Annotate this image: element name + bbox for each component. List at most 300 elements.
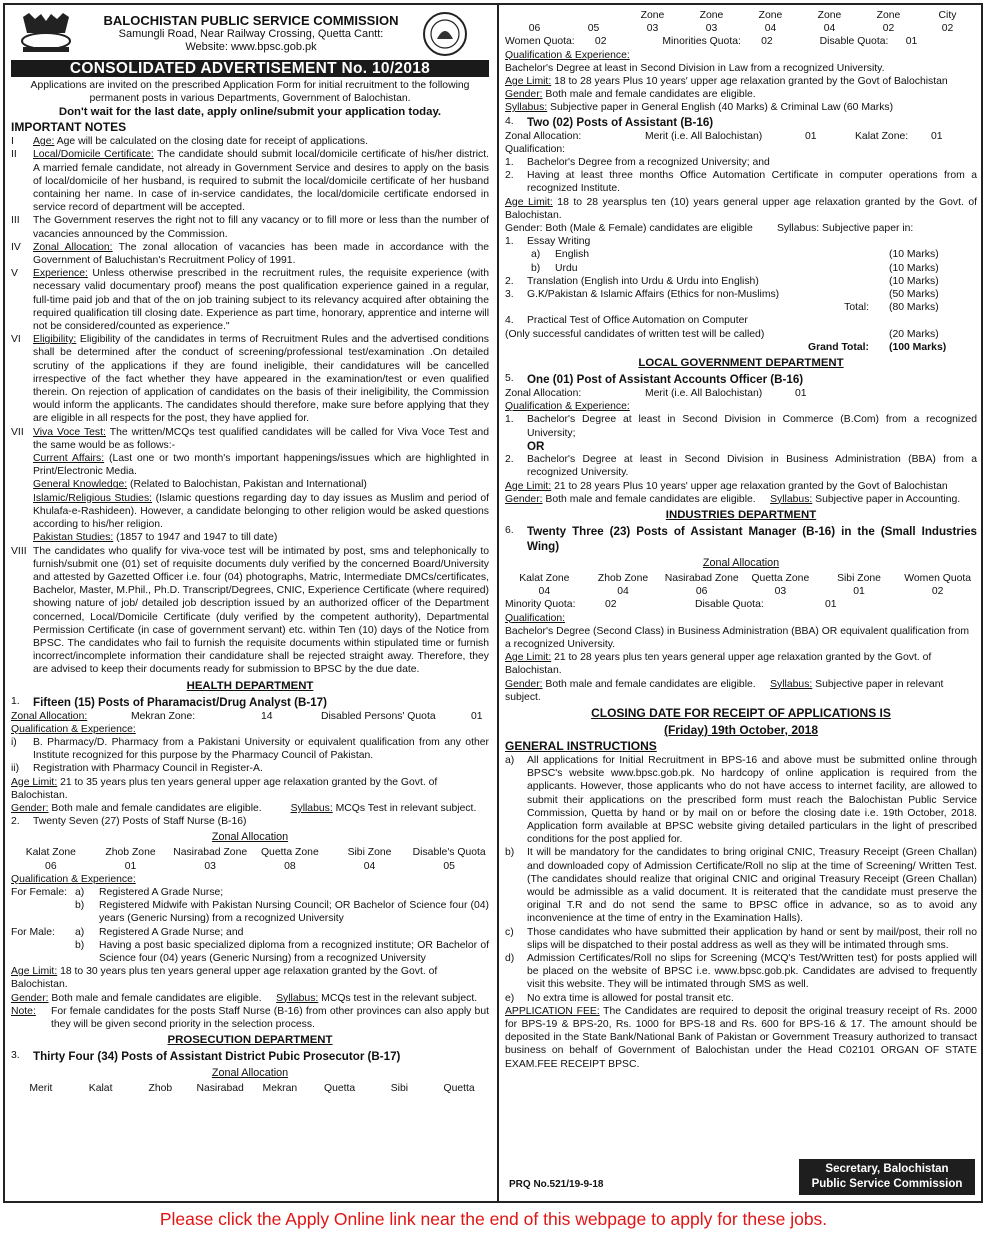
label: Syllabus:	[770, 493, 813, 505]
zone-count: 04	[617, 586, 629, 598]
zone-name: Sibi Zone	[347, 847, 392, 859]
label: Age Limit:	[11, 966, 58, 978]
zone-name: Disable's Quota	[412, 847, 486, 859]
instruction-item	[505, 926, 977, 952]
zone-count: 03	[705, 23, 718, 35]
zone-value-row	[11, 860, 489, 873]
age-limit	[11, 776, 489, 802]
zone-name	[505, 9, 564, 22]
value: 01	[805, 130, 817, 142]
zone-name: Kalat Zone	[25, 847, 76, 859]
zone-count: 04	[363, 860, 376, 872]
note-text	[33, 135, 489, 148]
qualification-label: Qualification & Experience:	[11, 873, 136, 885]
qualification-label: Qualification & Experience:	[505, 49, 630, 61]
item-number: 1.	[505, 236, 514, 248]
marks: (100 Marks)	[889, 341, 947, 353]
viva-body: (Last one or two month's important happenings/issues which are highlighted in Print/Electronic Media.	[33, 453, 490, 478]
label: For Female:	[11, 886, 68, 898]
age-limit	[505, 75, 977, 88]
note-number: II	[11, 149, 17, 161]
instruction-item	[505, 992, 977, 1005]
item-number: 2.	[505, 454, 514, 466]
note-text: The candidates who qualify for viva-voce test will be intimated by post, sms and telephonically to furnish/submit one (01) set of requisite documents duly verified by the concerned Board/University and attested by Gazetted Officer i.e. four (04) photographs, Matric, Intermediate DMCs/certificates, Bachelor, Master, M.Phil., Ph.D. Transcript/Degrees, CNIC, Experience Certificate (where required) showing nature of job/ detailed job description issued by an authorized officer of the Department concerned, Local/Domicile Certificate (duly verified by the competent authority), Departmental Permission Certificate (in case of government servant) etc. within Ten (10) days of the Notice from BPSC. The candidates who fail to furnish the requisite documents within stipulated time or furnish incorrect/incomplete information their candidature shall be rejected straight away. Therefore, they are advised to keep their documents ready for submission to BPSC by the due date.	[33, 545, 489, 676]
note-number: IV	[11, 241, 21, 253]
viva-item	[33, 531, 489, 544]
zone-name: Nasirabad Zone	[664, 572, 739, 584]
zone-count: 06	[45, 860, 57, 872]
post-title: Fifteen (15) Posts of Pharamacist/Drug Analyst (B-17)	[33, 695, 327, 709]
label: Zonal Allocation:	[505, 130, 582, 142]
item-text: Essay Writing	[527, 236, 591, 248]
item-number: i)	[11, 736, 17, 748]
post-title: Twenty Three (23) Posts of Assistant Manager (B-16) in the (Small Industries Wing)	[527, 524, 977, 553]
syllabus-subitem	[505, 262, 977, 275]
label: Minority Quota:	[505, 599, 576, 611]
label: Merit (i.e. All Balochistan)	[645, 130, 763, 142]
note-item	[11, 545, 489, 677]
value: 18 to 28 yearsplus ten (10) years general upper age relaxation granted by the Govt. of Balochistan.	[505, 196, 977, 221]
grand-total	[505, 341, 977, 354]
zone-name: Nasirabad Zone	[173, 847, 248, 859]
application-fee	[505, 1005, 977, 1071]
label: Zonal Allocation:	[11, 710, 88, 722]
note-heading: Local/Domicile Certificate:	[33, 149, 154, 161]
note-number: I	[11, 136, 14, 148]
item-text: G.K/Pakistan & Islamic Affairs (Ethics for non-Muslims)	[527, 289, 780, 301]
label: Age Limit:	[11, 776, 58, 788]
zone-count: 06	[695, 586, 708, 598]
note-heading: Zonal Allocation:	[33, 241, 113, 253]
health-department-title: HEALTH DEPARTMENT	[186, 679, 314, 692]
gender-syllabus	[505, 222, 977, 235]
important-notes-list	[11, 135, 489, 452]
note-body: The candidate should submit local/domicile certificate of his/her district. A married female candidate, not already in Government Service and desires to apply on the basis of local/domicile of her husband, is required to submit the local/domicile certificate of her husband containing her name. In case of in-service candidates, the local/domicile certificate endorsed in service record of department will be accepted.	[33, 149, 489, 214]
value: Both male and female candidates are eligible.	[48, 802, 262, 814]
item-text: Admission Certificates/Roll no slips for Screening (MCQ's Test/Written test) for posts applied will be placed on the website of BPSC i.e. www.bpsc.gob.pk. Candidates are advised to frequently visit this website. They will be intimated through SMS as well.	[527, 952, 977, 991]
item-number: 1.	[505, 414, 514, 426]
zonal-allocation-title: Zonal Allocation	[702, 556, 780, 569]
note-number: VIII	[11, 545, 27, 557]
left-column	[5, 5, 495, 1201]
viva-item	[33, 492, 489, 532]
note-text	[33, 214, 489, 240]
zone-count: 01	[124, 860, 137, 872]
marks: (50 Marks)	[889, 289, 939, 301]
viva-heading: General Knowledge:	[33, 479, 128, 491]
item-number: b)	[531, 262, 541, 274]
zone-head-row	[11, 846, 489, 859]
qualification-text: Bachelor's Degree at least in Second Division in Law from a recognized University.	[505, 62, 885, 74]
header	[11, 9, 489, 57]
prosecution-department-title: PROSECUTION DEPARTMENT	[167, 1034, 333, 1047]
value: 01	[795, 388, 807, 400]
item-number: e)	[505, 992, 515, 1004]
org-website: Website: www.bpsc.gob.pk	[185, 41, 317, 53]
label: Gender:	[505, 678, 543, 690]
zonal-allocation-title: Zonal Allocation	[211, 1067, 289, 1080]
org-block	[91, 13, 411, 54]
age-limit	[11, 965, 489, 991]
item-text: (Only successful candidates of written test will be called)	[505, 328, 765, 340]
org-address: Samungli Road, Near Railway Crossing, Quetta Cantt:	[118, 28, 384, 40]
post-heading	[505, 115, 977, 130]
item-text: Practical Test of Office Automation on Computer	[527, 315, 748, 327]
zone-count: 04	[764, 23, 777, 35]
zone-name	[564, 9, 623, 22]
value: 14	[261, 710, 273, 722]
label: Disable Quota:	[819, 36, 889, 48]
note-number: V	[11, 268, 18, 280]
zone-name: Zone	[699, 10, 724, 21]
zone-name: Zhob Zone	[597, 572, 649, 584]
qualification-text: Bachelor's Degree (Second Class) in Business Administration (BBA) OR equivalent qualification from a recognized University.	[505, 625, 970, 650]
viva-voce-list	[11, 452, 489, 544]
item-number: b)	[505, 847, 515, 859]
syllabus	[505, 101, 977, 114]
viva-item	[33, 478, 489, 491]
post-heading	[505, 524, 977, 554]
viva-body: (Related to Balochistan, Pakistan and International)	[127, 479, 367, 491]
label: Age Limit:	[505, 76, 552, 88]
label: Gender:	[11, 802, 49, 814]
quota-row	[505, 598, 977, 611]
signature-line-2: Public Service Commission	[811, 1178, 963, 1190]
value: Both male and female candidates are eligible.	[48, 992, 262, 1004]
note-heading: Experience:	[33, 268, 88, 280]
note-item	[11, 333, 489, 425]
item-text: Registration with Pharmacy Council in Register-A.	[33, 763, 263, 775]
note-number: VI	[11, 334, 21, 346]
label: Gender:	[505, 493, 543, 505]
item-number: 1.	[505, 157, 514, 169]
note-body: Eligibility of the candidates in terms of Recruitment Rules and the advertised conditions shall be determined after the conduct of screening/professional test/examination .On detailed scrutiny of the applications if they are found ineligible, their candidatures will be cancelled irrespective of the fact whether they have appeared in the examination/test or even qualified therein. On rejection of application of candidates on the basis of their ineligibility, the Commission would inform the applicants. The candidates should therefore, make sure before applying that they are eligible in all respects for the post, they have applied for.	[33, 334, 489, 425]
note-text	[33, 241, 489, 267]
value: Both male and female candidates are eligible.	[542, 678, 756, 690]
qualification-label: Qualification & Experience:	[505, 401, 630, 413]
intro-line-2: permanent posts in various Departments, Government of Balochistan.	[89, 93, 411, 105]
label: APPLICATION FEE:	[505, 1005, 600, 1017]
post-title: Thirty Four (34) Posts of Assistant District Pubic Prosecutor (B-17)	[33, 1050, 401, 1064]
viva-item	[33, 452, 489, 478]
label: Gender:	[11, 992, 49, 1004]
instruction-item	[505, 846, 977, 925]
value: 02	[761, 36, 773, 48]
note-body: Unless otherwise prescribed in the recruitment rules, the requisite experience (with necessary valid documentary proof) means the post qualification experience gained in a regular, full-time paid job and that of the on job training subject to its relevancy acquired after obtaining the required qualification till closing date. Experience as part time, honorary, apprentice and interne will not be considered/counted as experience."	[33, 268, 489, 333]
value: For female candidates for the posts Staff Nurse (B-16) from other provinces can also apply but they will be given second priority in the selection process.	[51, 1005, 489, 1030]
item-text: No extra time is allowed for postal transit etc.	[527, 992, 734, 1004]
value: Subjective paper in relevant subject.	[505, 678, 944, 703]
qualification-item	[505, 156, 977, 169]
spacer	[11, 899, 75, 925]
syllabus-item	[505, 314, 977, 327]
label: Total:	[844, 302, 869, 314]
disable-quota	[820, 35, 977, 48]
item-text: B. Pharmacy/D. Pharmacy from a Pakistani University or equivalent qualification from any other Institute recognized for this purpose by the Pharmacy Council of Pakistan.	[33, 736, 489, 762]
zone-name: Zone	[817, 10, 842, 21]
value: 01	[825, 599, 837, 611]
instruction-item	[505, 952, 977, 992]
note-number: VII	[11, 426, 24, 438]
zone-name: Mekran	[262, 1083, 298, 1095]
zonal-row	[11, 710, 489, 723]
zone-name: Zhob Zone	[105, 847, 156, 859]
item-number: c)	[505, 926, 514, 938]
label: Mekran Zone:	[131, 710, 196, 722]
note-heading: Age:	[33, 136, 55, 148]
item-text: Registered A Grade Nurse; and	[99, 926, 244, 938]
note-item	[11, 135, 489, 148]
value: MCQs Test in relevant subject.	[332, 802, 477, 814]
syllabus-item	[505, 235, 977, 248]
value: The Candidates are required to deposit the original treasury receipt of Rs. 2000 for BPS-19 & BPS-20, Rs. 1000 for BPS-18 and Rs. 600 for BPS-16 & 17. The amount should be deposited in the State Bank/National Bank of Pakistan or Government Treasury authorized to transact business on behalf of Government of Balochistan under the Head C02101 ORGAN OF STATE EXAM.FEE RECEIPT BPSC.	[505, 1005, 977, 1070]
org-name: BALOCHISTAN PUBLIC SERVICE COMMISSION	[103, 13, 399, 28]
zone-name: Nasirabad	[196, 1083, 244, 1095]
marks: (10 Marks)	[889, 262, 939, 274]
item-number: a)	[75, 926, 85, 938]
label: Syllabus:	[276, 992, 319, 1004]
post-number: 1.	[11, 695, 20, 707]
general-instructions-list	[505, 754, 977, 1005]
signature-box	[799, 1159, 975, 1195]
item-text: Translation (English into Urdu & Urdu into English)	[527, 275, 759, 287]
viva-body: (Islamic questions regarding day to day issues as Muslim and period of Khulafa-e-Rashideen). However, a candidate belonging to other religion would be asked questions according to his/her religion.	[33, 492, 490, 531]
label: Note:	[11, 1005, 36, 1017]
female-qual-b	[11, 899, 489, 925]
zone-name: Zhob	[148, 1083, 173, 1095]
item-text: Registered A Grade Nurse;	[99, 886, 224, 898]
note-item	[11, 148, 489, 214]
post-heading	[505, 372, 977, 387]
item-number: ii)	[11, 763, 20, 775]
age-limit	[505, 651, 977, 677]
note-item	[11, 267, 489, 333]
closing-date: (Friday) 19th October, 2018	[663, 722, 819, 737]
qualification-item	[505, 413, 977, 439]
marks: (20 Marks)	[889, 328, 939, 340]
zone-count: 02	[941, 23, 954, 35]
balochistan-seal-icon	[421, 11, 469, 57]
item-text: Those candidates who have submitted their application by hand or sent by mail/post, their roll no slips will be dispatched to their postal address as well as they will be intimated through sms.	[527, 926, 977, 951]
post-title: One (01) Post of Assistant Accounts Officer (B-16)	[527, 373, 804, 387]
item-number: 3.	[505, 289, 514, 301]
label: Syllabus:	[290, 802, 333, 814]
zone-value-row	[505, 585, 977, 598]
syllabus: Syllabus: Subjective paper in:	[777, 223, 914, 235]
zone-name: Quetta Zone	[260, 847, 319, 859]
quota-row	[505, 35, 977, 48]
zone-count: 02	[931, 586, 944, 598]
item-text: English	[555, 249, 590, 261]
syllabus-note	[505, 328, 977, 341]
qualification-item	[505, 453, 977, 479]
zone-name: Quetta	[324, 1083, 356, 1095]
zonal-row	[505, 387, 977, 400]
advertisement-page	[3, 3, 983, 1203]
label: Age Limit:	[505, 480, 552, 492]
qualification-item	[11, 736, 489, 762]
value: Subjective paper in General English (40 Marks) & Criminal Law (60 Marks)	[547, 102, 894, 114]
post-heading	[11, 815, 489, 828]
label: Women Quota:	[505, 36, 575, 48]
qualification-item	[505, 169, 977, 195]
note-item	[11, 241, 489, 267]
intro-line-1: Applications are invited on the prescribed Application Form for initial recruitment to the following	[30, 80, 470, 92]
zone-count: 05	[587, 23, 600, 35]
value: 21 to 35 years plus ten years general upper age relaxation granted by the Govt. of Balochistan.	[11, 776, 438, 801]
zone-name: Quetta Zone	[751, 572, 810, 584]
minorities-quota	[662, 35, 819, 48]
signature-line-1: Secretary, Balochistan	[825, 1163, 949, 1175]
item-text: Urdu	[555, 262, 578, 274]
value: Both male and female candidates are eligible.	[542, 89, 756, 101]
value: 01	[471, 710, 483, 722]
syllabus-subitem	[505, 248, 977, 261]
marks: (80 Marks)	[889, 302, 939, 314]
label: Kalat Zone:	[855, 130, 909, 142]
right-column	[497, 5, 981, 1201]
note	[11, 1005, 489, 1031]
item-text: Bachelor's Degree at least in Second Division in Commerce (B.Com) from a recognized University;	[527, 414, 977, 439]
female-qual-a	[11, 886, 489, 899]
label: Syllabus:	[505, 102, 548, 114]
item-number: b)	[75, 939, 85, 951]
zone-value-row	[505, 22, 977, 35]
qualification-item	[11, 762, 489, 775]
note-item	[11, 426, 489, 452]
item-number: b)	[75, 900, 85, 912]
viva-body: (1857 to 1947 and 1947 to till date)	[113, 532, 278, 544]
value: 02	[594, 36, 607, 48]
value: 18 to 30 years plus ten years general upper age relaxation granted by the Govt. of Balochistan.	[11, 966, 438, 991]
label: Zonal Allocation:	[505, 388, 582, 400]
value: 21 to 28 years plus ten years general upper age relaxation granted by the Govt. of Balochistan.	[505, 652, 932, 677]
label: Age Limit:	[505, 196, 553, 208]
post-number: 4.	[505, 115, 514, 127]
zone-name: Kalat	[88, 1083, 113, 1095]
gender-syllabus	[11, 992, 489, 1005]
note-item	[11, 214, 489, 240]
post-number: 5.	[505, 373, 514, 385]
label: Grand Total:	[808, 341, 869, 353]
note-body: The zonal allocation of vacancies has been made in accordance with the Government of Baluchistan's Recruitment Policy of 1991.	[33, 241, 490, 267]
item-number: d)	[505, 952, 515, 964]
instruction-item	[505, 754, 977, 846]
value: Subjective paper in Accounting.	[812, 493, 961, 505]
post-number: 2.	[11, 816, 20, 828]
note-body: The written/MCQs test qualified candidates will be called for Viva Voce Test and the same would be as follows:-	[33, 426, 489, 451]
note-heading: Eligibility:	[33, 334, 77, 346]
item-number: 4.	[505, 315, 514, 327]
value: 21 to 28 years Plus 10 years' upper age relaxation granted by the Govt of Balochistan	[551, 480, 948, 492]
label: Disabled Persons' Quota	[321, 710, 436, 722]
note-heading: Viva Voce Test:	[33, 426, 106, 438]
male-qual-a	[11, 926, 489, 939]
zone-name: Zone	[758, 10, 783, 21]
post-title: Twenty Seven (27) Posts of Staff Nurse (B-16)	[33, 816, 247, 828]
value: 01	[905, 36, 918, 48]
bpsc-logo	[15, 11, 77, 55]
important-notes-title: IMPORTANT NOTES	[11, 120, 127, 135]
item-number: 2.	[505, 275, 514, 287]
note-text	[33, 426, 489, 452]
zone-name: City	[938, 10, 957, 21]
label: Disable Quota:	[695, 599, 764, 611]
value: MCQs test in the relevant subject.	[318, 992, 478, 1004]
note-text	[33, 267, 489, 333]
gender-syllabus	[505, 678, 977, 704]
zone-name: Zone	[876, 10, 901, 21]
zone-head-row	[505, 572, 977, 585]
item-text: Registered Midwife with Pakistan Nursing Council; OR Bachelor of Science four (04) years (Generic Nursing) from a recognized University	[99, 900, 489, 925]
dont-wait-notice: Don't wait for the last date, apply online/submit your application today.	[58, 106, 442, 119]
label: Syllabus:	[770, 678, 813, 690]
item-text: Bachelor's Degree from a recognized University; and	[527, 157, 770, 169]
zone-name: Merit	[29, 1083, 53, 1095]
syllabus-item	[505, 275, 977, 288]
advertisement-banner: CONSOLIDATED ADVERTISEMENT No. 10/2018	[11, 60, 489, 77]
qualification-label: Qualification & Experience:	[11, 723, 136, 735]
zonal-allocation-title: Zonal Allocation	[211, 831, 289, 844]
label: Minorities Quota:	[662, 36, 741, 48]
item-text: It will be mandatory for the candidates to bring original CNIC, Treasury Receipt (Green Challan) and downloaded copy of Admission Certificate/Roll no slip at the time of Screening/ Written Test. (The candidates should realize that original CNIC and original Treasury Receipt (Green Challan) would be admissible as a valid document. It is reiterated that the candidate must preserve the original T.R and do not send the same to BPSC office in advance, so as to avoid any inconvenience at the time of entry in the Examination Halls).	[527, 847, 977, 925]
marks: (10 Marks)	[889, 275, 939, 287]
label: Gender:	[505, 89, 543, 101]
zone-head-row	[11, 1082, 489, 1095]
item-text: All applications for Initial Recruitment in BPS-16 and above must be submitted online through BPSC's website www.bpsc.gob.pk. No hardcopy of online application is required from the applicants. However, those applicants who do not have access to internet facility, are allowed to submit their applications on the prescribed form must reach the Balochistan Public Service Commission, Quetta by hand or by mail on or before the closing date i.e. 19th October, 2018. Application form available at BPSC website giving detailed particulars in the light of prescribed conditions for the post applied for.	[527, 754, 977, 846]
value: 18 to 28 years Plus 10 years' upper age relaxation granted by the Govt of Balochistan	[551, 76, 948, 88]
age-limit	[505, 480, 977, 493]
apply-online-notice: Please click the Apply Online link near the end of this webpage to apply for these jobs.	[159, 1209, 828, 1229]
zone-name: Zone	[640, 10, 665, 21]
zone-count: 02	[882, 23, 895, 35]
zone-count: 06	[528, 23, 541, 35]
zone-count: 04	[538, 586, 551, 598]
zone-count: 03	[774, 586, 787, 598]
age-limit	[505, 196, 977, 222]
syllabus-item	[505, 288, 977, 301]
item-text: Bachelor's Degree at least in Second Division in Business Administration (BBA) from a recognized University.	[527, 454, 977, 479]
zone-count: 03	[646, 23, 659, 35]
post-heading	[11, 695, 489, 710]
spacer	[11, 939, 75, 965]
post-number: 3.	[11, 1050, 20, 1062]
value: 02	[605, 599, 617, 611]
qualification-label: Qualification:	[505, 143, 566, 155]
item-number: 2.	[505, 170, 514, 182]
zone-name: Kalat Zone	[519, 572, 570, 584]
gender-syllabus	[11, 802, 489, 815]
zone-count: 08	[284, 860, 296, 872]
note-number: III	[11, 215, 20, 227]
item-number: a)	[75, 886, 85, 898]
item-text: Having a post basic specialized diploma from a recognized institute; OR Bachelor of Science four (04) years (Generic Nursing) from a recognized University	[99, 939, 489, 964]
industries-title: INDUSTRIES DEPARTMENT	[665, 508, 817, 521]
value: Both male and female candidates are eligible.	[542, 493, 756, 505]
gender-syllabus	[505, 493, 977, 506]
label: Merit (i.e. All Balochistan)	[645, 388, 763, 400]
zone-count: 05	[443, 860, 455, 872]
syllabus-total	[505, 301, 977, 314]
note-text	[33, 333, 489, 425]
label: Age Limit:	[505, 652, 552, 664]
zonal-row	[505, 130, 977, 143]
gender	[505, 88, 977, 101]
zone-count: 04	[823, 23, 836, 35]
viva-heading: Current Affairs:	[33, 453, 105, 465]
item-number: a)	[531, 249, 541, 261]
prq-number: PRQ No.521/19-9-18	[509, 1178, 604, 1190]
